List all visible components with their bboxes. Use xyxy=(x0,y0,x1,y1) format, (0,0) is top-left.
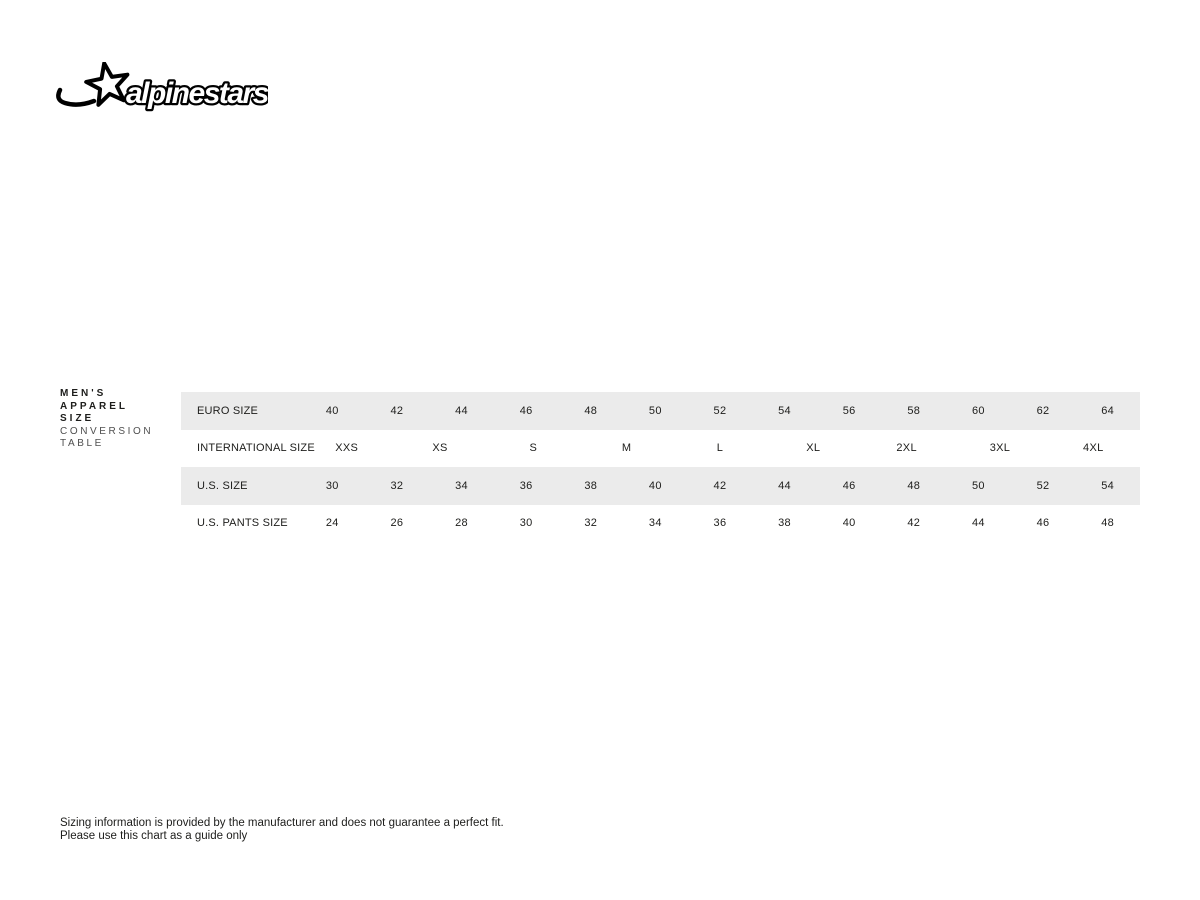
size-value-cell: 4XL xyxy=(1083,442,1104,455)
size-value-cell: 60 xyxy=(971,404,985,417)
size-value-cell: XS xyxy=(432,442,448,455)
row-label: EURO SIZE xyxy=(197,404,259,417)
size-value-cell: S xyxy=(529,442,538,455)
size-value-cell: 54 xyxy=(778,404,791,417)
size-value-cell: 44 xyxy=(455,404,468,417)
disclaimer-line-1: Sizing information is provided by the manufacturer and does not guarantee a perfect fit. xyxy=(60,817,504,829)
alpinestars-logo xyxy=(56,62,268,116)
size-value-cell: 32 xyxy=(584,517,598,530)
size-value-cell: 52 xyxy=(713,404,727,417)
size-value-cell: 34 xyxy=(455,479,468,492)
size-value-cell: 34 xyxy=(648,517,662,530)
size-value-cell: 48 xyxy=(907,479,921,492)
heading-light-line: TABLE xyxy=(60,438,104,450)
size-value-cell: 36 xyxy=(519,479,533,492)
size-value-cell: 28 xyxy=(455,517,468,530)
row-label: U.S. SIZE xyxy=(197,479,248,492)
heading-bold-line: SIZE xyxy=(60,413,95,425)
size-value-cell: 30 xyxy=(325,479,339,492)
table-row xyxy=(181,430,1140,468)
logo-wordmark: alpinestars xyxy=(126,77,268,110)
size-value-cell: 48 xyxy=(584,404,598,417)
size-value-cell: 38 xyxy=(584,479,598,492)
size-value-cell: 58 xyxy=(907,404,921,417)
size-value-cell: 30 xyxy=(519,517,533,530)
row-values xyxy=(300,467,1140,505)
size-conversion-table xyxy=(181,392,1140,542)
row-values xyxy=(300,505,1140,543)
size-value-cell: 52 xyxy=(1036,479,1050,492)
size-value-cell: 42 xyxy=(390,404,404,417)
size-value-cell: 3XL xyxy=(989,442,1011,455)
size-value-cell: 62 xyxy=(1036,404,1050,417)
size-value-cell: 24 xyxy=(325,517,339,530)
row-label: U.S. PANTS SIZE xyxy=(197,517,288,530)
size-value-cell: L xyxy=(716,442,724,455)
size-value-cell: 46 xyxy=(519,404,533,417)
heading-bold-line: MEN'S xyxy=(60,388,107,399)
size-value-cell: 64 xyxy=(1101,404,1115,417)
heading-bold-line: APPAREL xyxy=(60,400,129,412)
table-row xyxy=(181,505,1140,543)
size-value-cell: 36 xyxy=(713,517,727,530)
size-value-cell: 56 xyxy=(842,404,856,417)
disclaimer-line-2: Please use this chart as a guide only xyxy=(60,830,248,842)
size-value-cell: 50 xyxy=(971,479,985,492)
size-value-cell: M xyxy=(621,442,632,455)
row-values xyxy=(300,430,1140,468)
row-values xyxy=(300,392,1140,430)
size-value-cell: 2XL xyxy=(896,442,917,455)
size-value-cell: 40 xyxy=(842,517,856,530)
alpinestars-star-icon xyxy=(56,62,268,116)
size-value-cell: 40 xyxy=(648,479,662,492)
size-value-cell: 44 xyxy=(778,479,791,492)
size-value-cell: 26 xyxy=(390,517,404,530)
size-value-cell: 42 xyxy=(713,479,727,492)
size-value-cell: XL xyxy=(806,442,821,455)
size-value-cell: 48 xyxy=(1101,517,1115,530)
footer-disclaimer xyxy=(60,817,504,843)
table-row xyxy=(181,467,1140,505)
heading-light-line: CONVERSION xyxy=(60,425,154,437)
size-value-cell: 46 xyxy=(842,479,856,492)
size-value-cell: 40 xyxy=(325,404,339,417)
size-value-cell: XXS xyxy=(335,442,359,455)
table-row xyxy=(181,392,1140,430)
size-value-cell: 44 xyxy=(971,517,985,530)
size-value-cell: 46 xyxy=(1036,517,1050,530)
size-value-cell: 38 xyxy=(778,517,791,530)
size-value-cell: 42 xyxy=(907,517,921,530)
size-value-cell: 54 xyxy=(1101,479,1115,492)
page-title xyxy=(60,388,180,451)
size-value-cell: 32 xyxy=(390,479,404,492)
size-value-cell: 50 xyxy=(648,404,662,417)
row-label: INTERNATIONAL SIZE xyxy=(197,442,315,455)
